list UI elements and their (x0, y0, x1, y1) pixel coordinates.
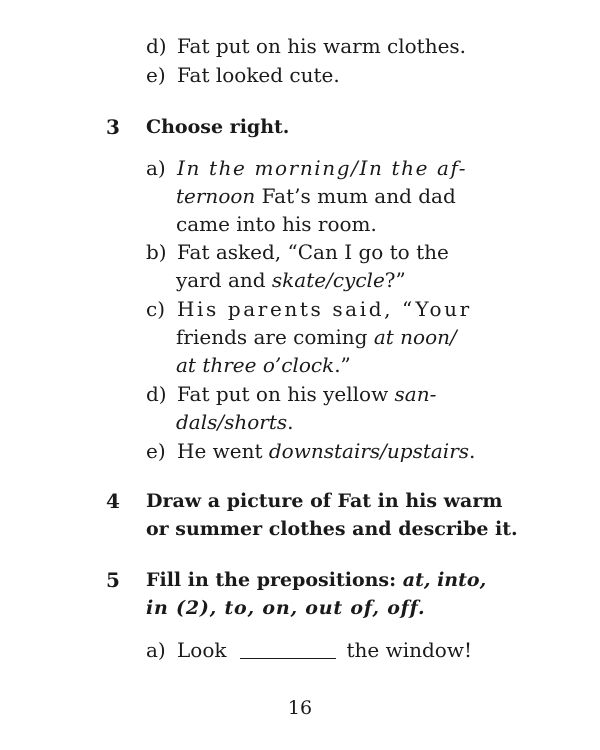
exercise-5-line1: Fill in the prepositions: at, into, (146, 569, 487, 591)
page-number: 16 (287, 697, 313, 719)
ex3-item-a: a) In the morning/In the af- (146, 156, 468, 180)
ex3-item-b: b) Fat asked, “Can I go to the (146, 240, 449, 264)
ex5-item-a: a) Look the window! (146, 638, 472, 662)
exercise-5-number: 5 (106, 568, 120, 592)
ex3-item-c-line3: at three o’clock.” (176, 353, 351, 377)
item-e-looked-cute: e) Fat looked cute. (146, 63, 340, 87)
exercise-4-line1: Draw a picture of Fat in his warm (146, 490, 503, 512)
exercise-5-line2: in (2), to, on, out of, off. (146, 597, 426, 619)
ex3-item-d: d) Fat put on his yellow san- (146, 382, 437, 406)
answer-blank[interactable] (240, 640, 336, 659)
exercise-4-line2: or summer clothes and describe it. (146, 518, 518, 540)
ex3-item-c: c) His parents said, “Your (146, 297, 472, 321)
item-d-warm-clothes: d) Fat put on his warm clothes. (146, 34, 467, 58)
ex3-item-d-line2: dals/shorts. (176, 410, 294, 434)
ex3-item-c-line2: friends are coming at noon/ (176, 325, 457, 349)
ex3-item-e: e) He went downstairs/upstairs. (146, 439, 476, 463)
ex3-item-b-line2: yard and skate/cycle?” (176, 268, 406, 292)
exercise-3-number: 3 (106, 115, 120, 139)
ex3-item-a-line3: came into his room. (176, 212, 377, 236)
ex3-item-a-line2: ternoon Fat’s mum and dad (176, 184, 456, 208)
exercise-4-number: 4 (106, 489, 120, 513)
exercise-3-title: Choose right. (146, 116, 290, 138)
